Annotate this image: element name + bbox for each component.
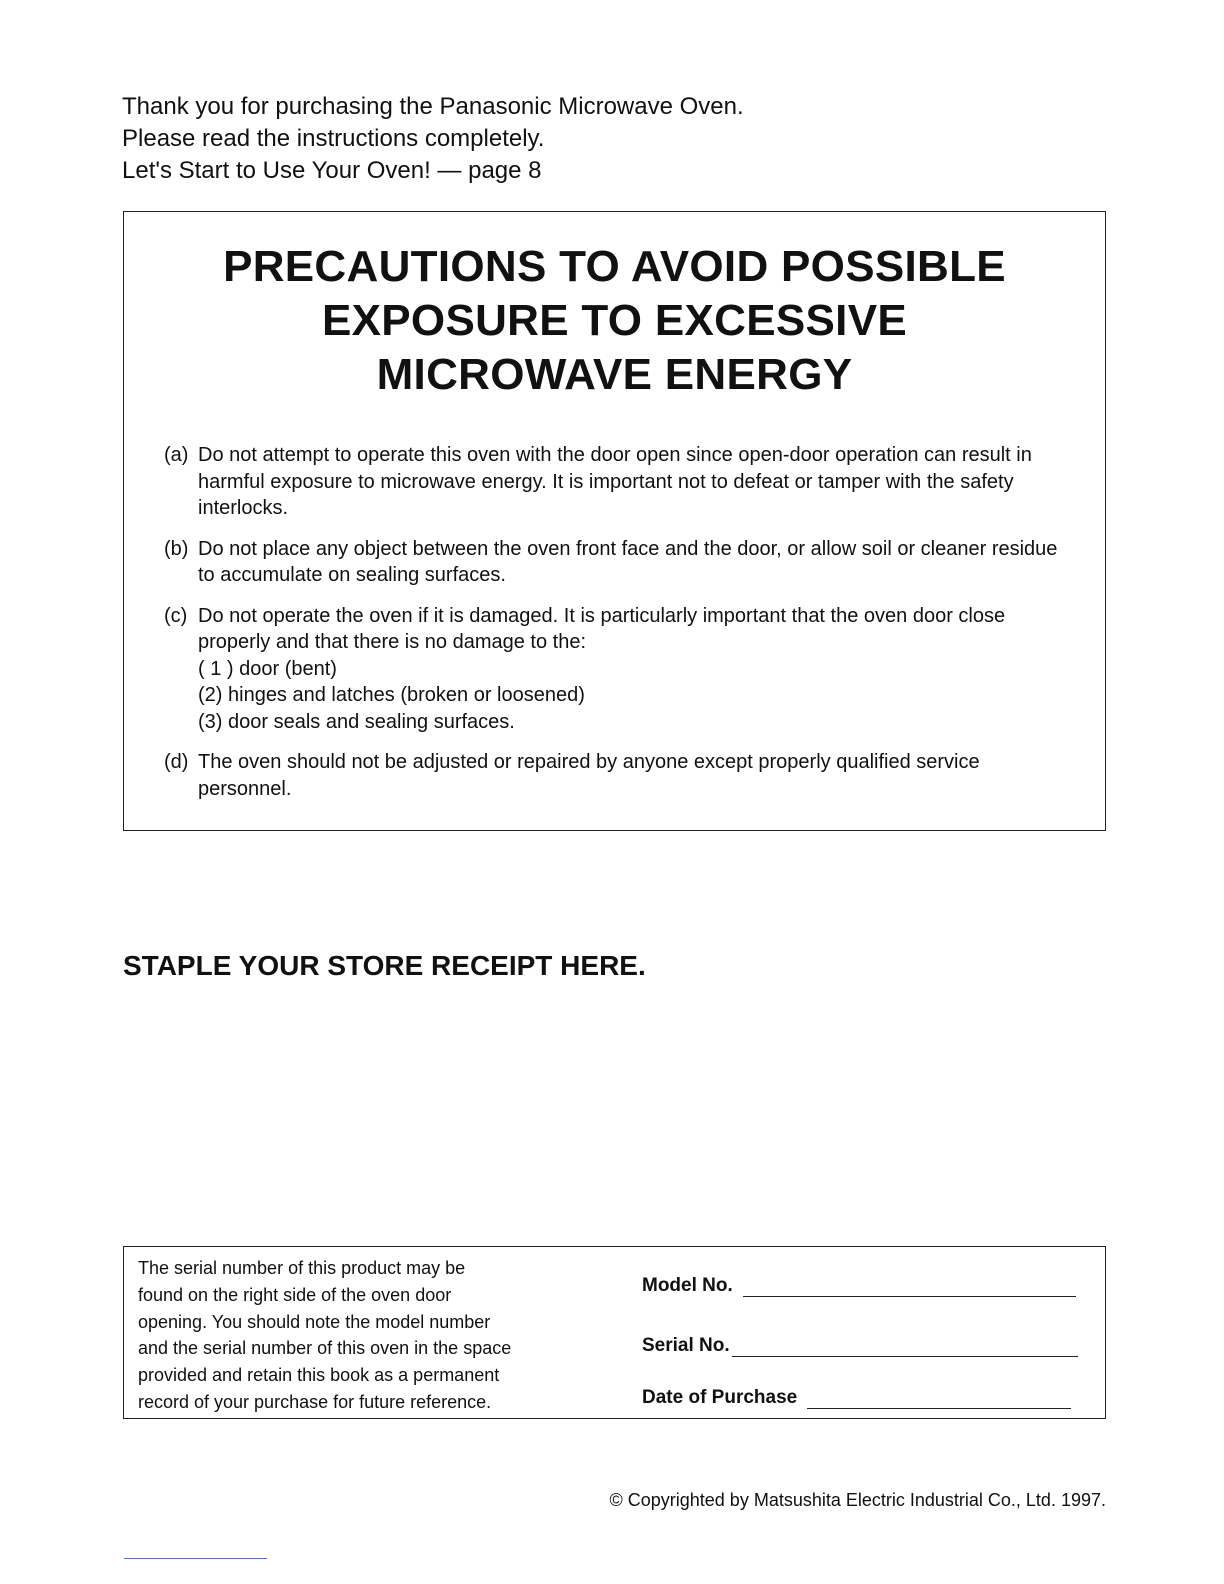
title-line: PRECAUTIONS TO AVOID POSSIBLE [223, 242, 1006, 291]
purchase-date-field [642, 1387, 1071, 1409]
item-marker: (d) [164, 751, 189, 773]
serial-number-field [642, 1335, 1078, 1357]
intro-line: Let's Start to Use Your Oven! — page 8 [122, 157, 542, 184]
footer-rule [124, 1558, 267, 1559]
precaution-item [164, 536, 1064, 589]
intro-line: Please read the instructions completely. [122, 125, 545, 152]
damage-sublist [198, 656, 1064, 736]
serial-number-note [138, 1255, 588, 1416]
staple-receipt-heading: STAPLE YOUR STORE RECEIPT HERE. [123, 950, 646, 981]
model-number-label: Model No. [642, 1275, 733, 1296]
note-line: opening. You should note the model number [138, 1311, 491, 1332]
precautions-list [164, 442, 1064, 816]
note-line: record of your purchase for future reference. [138, 1391, 492, 1412]
item-marker: (c) [164, 604, 188, 627]
item-text: The oven should not be adjusted or repaired by anyone except properly qualified service personnel. [198, 751, 980, 800]
serial-number-label: Serial No. [642, 1335, 730, 1356]
purchase-record-box [123, 1246, 1106, 1419]
note-line: and the serial number of this oven in the space [138, 1338, 512, 1359]
intro-text [122, 91, 744, 187]
item-marker: (b) [164, 537, 189, 560]
item-text: Do not place any object between the oven front face and the door, or allow soil or cleaner residue to accumulate on sealing surfaces. [198, 537, 1058, 586]
purchase-date-label: Date of Purchase [642, 1387, 798, 1408]
item-marker: (a) [164, 444, 189, 466]
sub-item: ( 1 ) door (bent) [198, 657, 337, 680]
title-line: MICROWAVE ENERGY [376, 350, 853, 399]
purchase-date-blank[interactable] [807, 1388, 1071, 1409]
sub-item: (2) hinges and latches (broken or loosened) [198, 684, 585, 706]
model-number-field [642, 1275, 1076, 1297]
serial-number-blank[interactable] [732, 1336, 1078, 1357]
precaution-item [164, 603, 1064, 736]
item-text: Do not operate the oven if it is damaged. It is particularly important that the oven door close properly and that there is no damage to the: [198, 604, 1006, 653]
precautions-title [124, 240, 1105, 402]
title-line: EXPOSURE TO EXCESSIVE [321, 296, 907, 345]
copyright-notice: © Copyrighted by Matsushita Electric Industrial Co., Ltd. 1997. [609, 1490, 1106, 1510]
precautions-box [123, 211, 1106, 831]
note-line: found on the right side of the oven door [138, 1284, 452, 1305]
note-line: The serial number of this product may be [138, 1258, 466, 1278]
precaution-item [164, 749, 1064, 802]
precaution-item [164, 442, 1064, 522]
sub-item: (3) door seals and sealing surfaces. [198, 710, 515, 733]
item-text: Do not attempt to operate this oven with the door open since open-door operation can result in harmful exposure to microwave energy. It is important not to defeat or tamper with the safety interlocks. [198, 444, 1032, 519]
model-number-blank[interactable] [743, 1276, 1076, 1297]
intro-line: Thank you for purchasing the Panasonic Microwave Oven. [122, 93, 744, 120]
note-line: provided and retain this book as a permanent [138, 1365, 500, 1386]
